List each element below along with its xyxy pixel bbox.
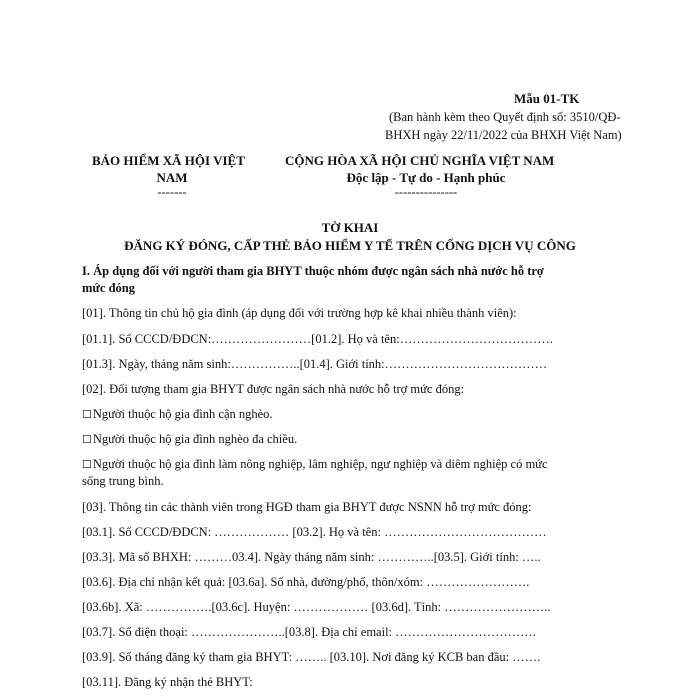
agency-rule: ------- bbox=[157, 185, 187, 199]
motto: Độc lập - Tự do - Hạnh phúc bbox=[346, 170, 506, 185]
option-average-living-label-2: sống trung bình. bbox=[82, 474, 164, 488]
field-03-6b-commune: [03.6b]. Xã: …………….[03.6c]. Huyện: ……………… [03.6d]. Tỉnh: …………………….. bbox=[82, 600, 551, 614]
issued-line-1: (Ban hành kèm theo Quyết định số: 3510/QĐ- bbox=[389, 110, 621, 124]
field-03-7-phone-email: [03.7]. Số điện thoại: …………………..[03.8]. Địa chỉ email: ……………………………. bbox=[82, 625, 536, 639]
section-1-heading-line-2: mức đóng bbox=[82, 281, 135, 295]
option-near-poor[interactable] bbox=[82, 407, 273, 422]
checkbox-icon[interactable]: ☐ bbox=[82, 433, 92, 446]
field-03-6-address: [03.6]. Địa chỉ nhận kết quả: [03.6a]. Số nhà, đường/phố, thôn/xóm: ……………………. bbox=[82, 575, 530, 589]
option-average-living-label-1: Người thuộc hộ gia đình làm nông nghiệp, lâm nghiệp, ngư nghiệp và diêm nghiệp có mức bbox=[92, 457, 548, 471]
title-line-1: TỜ KHAI bbox=[321, 220, 379, 235]
field-03-3-social-insurance: [03.3]. Mã số BHXH: ………03.4]. Ngày tháng năm sinh: …………..[03.5]. Giới tính: ….. bbox=[82, 550, 541, 564]
field-01-3-birth-and-gender: [01.3]. Ngày, tháng năm sinh:……………..[01.4]. Giới tính:………………………………… bbox=[82, 357, 548, 371]
field-01-1-id-and-name: [01.1]. Số CCCD/ĐDCN:……………………[01.2]. Họ và tên:………………………………. bbox=[82, 332, 553, 346]
option-near-poor-label: Người thuộc hộ gia đình cận nghèo. bbox=[92, 407, 273, 421]
option-average-living[interactable] bbox=[82, 457, 548, 472]
field-02-beneficiary-type: [02]. Đối tượng tham gia BHYT được ngân sách nhà nước hỗ trợ mức đóng: bbox=[82, 382, 465, 396]
section-1-heading-line-1: I. Áp dụng đối với người tham gia BHYT thuộc nhóm được ngân sách nhà nước hỗ trợ bbox=[82, 264, 544, 278]
title-line-2: ĐĂNG KÝ ĐÓNG, CẤP THẺ BẢO HIỂM Y TẾ TRÊN CỔNG DỊCH VỤ CÔNG bbox=[124, 238, 576, 253]
checkbox-icon[interactable]: ☐ bbox=[82, 408, 92, 421]
form-code: Mẫu 01-TK bbox=[514, 91, 580, 106]
option-multidimensional-poor[interactable] bbox=[82, 432, 297, 447]
nation-name: CỘNG HÒA XÃ HỘI CHỦ NGHĨA VIỆT NAM bbox=[285, 153, 555, 168]
option-multidimensional-poor-label: Người thuộc hộ gia đình nghèo đa chiều. bbox=[92, 432, 298, 446]
checkbox-icon[interactable]: ☐ bbox=[82, 458, 92, 471]
field-01-household-head: [01]. Thông tin chủ hộ gia đình (áp dụng đối với trường hợp kê khai nhiều thành viên): bbox=[82, 306, 517, 320]
motto-rule: --------------- bbox=[394, 185, 458, 199]
issued-line-2: BHXH ngày 22/11/2022 của BHXH Việt Nam) bbox=[385, 128, 622, 142]
field-03-1-id-and-name: [03.1]. Số CCCD/ĐDCN: ……………… [03.2]. Họ và tên: ………………………………… bbox=[82, 525, 547, 539]
field-03-members: [03]. Thông tin các thành viên trong HGĐ tham gia BHYT được NSNN hỗ trợ mức đóng: bbox=[82, 500, 532, 514]
field-03-11-card-delivery: [03.11]. Đăng ký nhận thẻ BHYT: bbox=[82, 675, 253, 689]
agency-name-line-2: NAM bbox=[156, 170, 188, 185]
field-03-9-months-registration: [03.9]. Số tháng đăng ký tham gia BHYT: …….. [03.10]. Nơi đăng ký KCB ban đầu: ……. bbox=[82, 650, 541, 664]
agency-name-line-1: BẢO HIỂM XÃ HỘI VIỆT bbox=[92, 153, 245, 168]
